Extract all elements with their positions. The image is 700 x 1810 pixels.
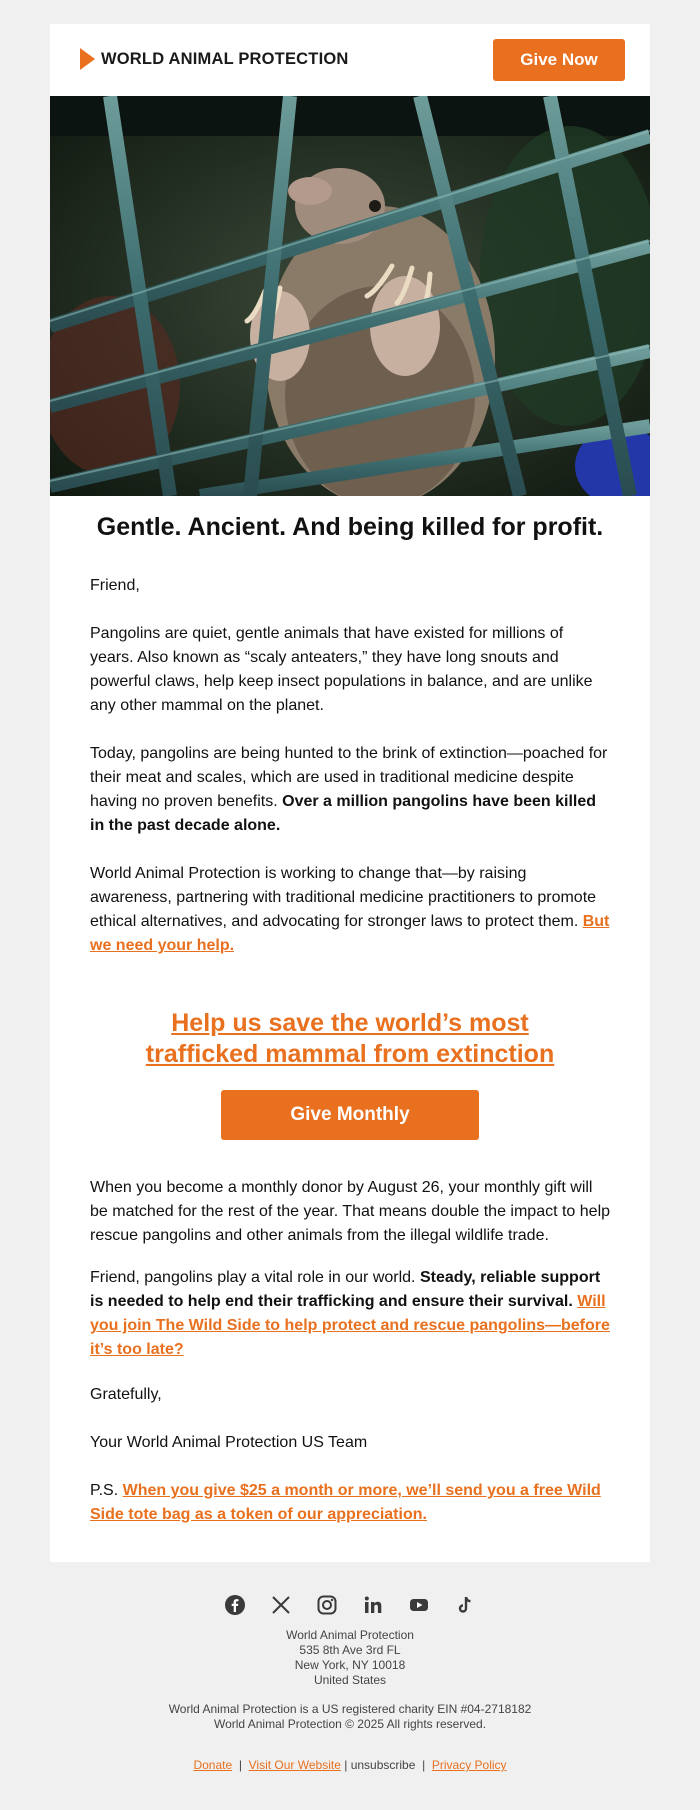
signature: Your World Animal Protection US Team xyxy=(90,1434,368,1451)
charity-statement: World Animal Protection is a US registered charity EIN #04-2718182 xyxy=(168,1702,532,1716)
address-city: New York, NY 10018 xyxy=(294,1658,406,1672)
paragraph-5 xyxy=(90,1266,610,1362)
signoff: Gratefully, xyxy=(90,1386,162,1403)
paragraph-2-text: Today, pangolins are being hunted to the brink of extinction—poached for their meat and scales, which are used in traditional medicine despite having no proven benefits. xyxy=(90,745,608,810)
donate-link[interactable]: Donate xyxy=(193,1758,233,1772)
address-org: World Animal Protection xyxy=(286,1628,414,1642)
address-country: United States xyxy=(313,1673,387,1687)
give-now-button[interactable]: Give Now xyxy=(493,39,625,81)
instagram-icon[interactable] xyxy=(316,1594,338,1616)
need-help-link[interactable]: But we need your help. xyxy=(90,913,610,954)
x-icon[interactable] xyxy=(270,1594,292,1616)
email-card xyxy=(50,24,650,1562)
paragraph-5-text: Friend, pangolins play a vital role in our world. xyxy=(90,1269,420,1286)
youtube-icon[interactable] xyxy=(408,1594,430,1616)
unsubscribe-link[interactable]: unsubscribe xyxy=(350,1758,416,1772)
website-link[interactable]: Visit Our Website xyxy=(248,1758,341,1772)
logo[interactable] xyxy=(80,48,349,70)
paragraph-4: When you become a monthly donor by August 26, your monthly gift will be matched for the rest of the year. That means double the impact to help rescue pangolins and other animals from the illegal wildlife trade. xyxy=(90,1179,611,1244)
give-monthly-button[interactable]: Give Monthly xyxy=(221,1090,479,1140)
hero-image[interactable] xyxy=(50,96,650,496)
email-body xyxy=(50,574,650,1527)
paragraph-5-bold: Steady, reliable support is needed to help end their trafficking and ensure their survival. xyxy=(90,1269,601,1310)
join-wild-side-link[interactable]: Will you join The Wild Side to help protect and rescue pangolins—before it’s too late? xyxy=(90,1293,610,1358)
address-street: 535 8th Ave 3rd FL xyxy=(299,1643,401,1657)
facebook-icon[interactable] xyxy=(224,1594,246,1616)
privacy-policy-link[interactable]: Privacy Policy xyxy=(431,1758,507,1772)
footer-links xyxy=(0,1758,700,1772)
link-separator: | xyxy=(422,1758,426,1772)
tote-bag-link[interactable]: When you give $25 a month or more, we’ll send you a free Wild Side tote bag as a token of our appreciation. xyxy=(90,1482,601,1523)
paragraph-3-text: World Animal Protection is working to change that—by raising awareness, partnering with traditional medicine practitioners to promote ethical alternatives, and advocating for stronger laws to protect them. xyxy=(90,865,597,930)
headline: Gentle. Ancient. And being killed for profit. xyxy=(96,513,604,541)
logo-text: WORLD ANIMAL PROTECTION xyxy=(101,49,349,68)
paragraph-2-bold: Over a million pangolins have been killed in the past decade alone. xyxy=(90,793,597,834)
link-separator: | xyxy=(238,1758,242,1772)
greeting: Friend, xyxy=(90,577,140,594)
pangolin-in-cage-photo xyxy=(50,96,650,496)
paragraph-2 xyxy=(90,742,610,838)
email-header xyxy=(50,24,650,96)
link-separator: | xyxy=(344,1758,348,1772)
logo-triangle-icon xyxy=(80,48,95,70)
postscript xyxy=(90,1479,610,1527)
tiktok-icon[interactable] xyxy=(454,1594,476,1616)
email-footer xyxy=(0,1592,700,1772)
social-links xyxy=(0,1592,700,1618)
copyright: World Animal Protection © 2025 All rights reserved. xyxy=(213,1717,487,1731)
paragraph-1: Pangolins are quiet, gentle animals that have existed for millions of years. Also known as “scaly anteaters,” they have long snouts and powerful claws, help keep insect populations in balance, and are unlike any other mammal on the planet. xyxy=(90,625,593,714)
paragraph-3 xyxy=(90,862,610,958)
linkedin-icon[interactable] xyxy=(362,1594,384,1616)
legal-info xyxy=(0,1702,700,1732)
mailing-address xyxy=(0,1628,700,1688)
ps-prefix: P.S. xyxy=(90,1482,123,1499)
cta-heading-link[interactable]: Help us save the world’s most trafficked mammal from extinction xyxy=(145,1009,555,1068)
